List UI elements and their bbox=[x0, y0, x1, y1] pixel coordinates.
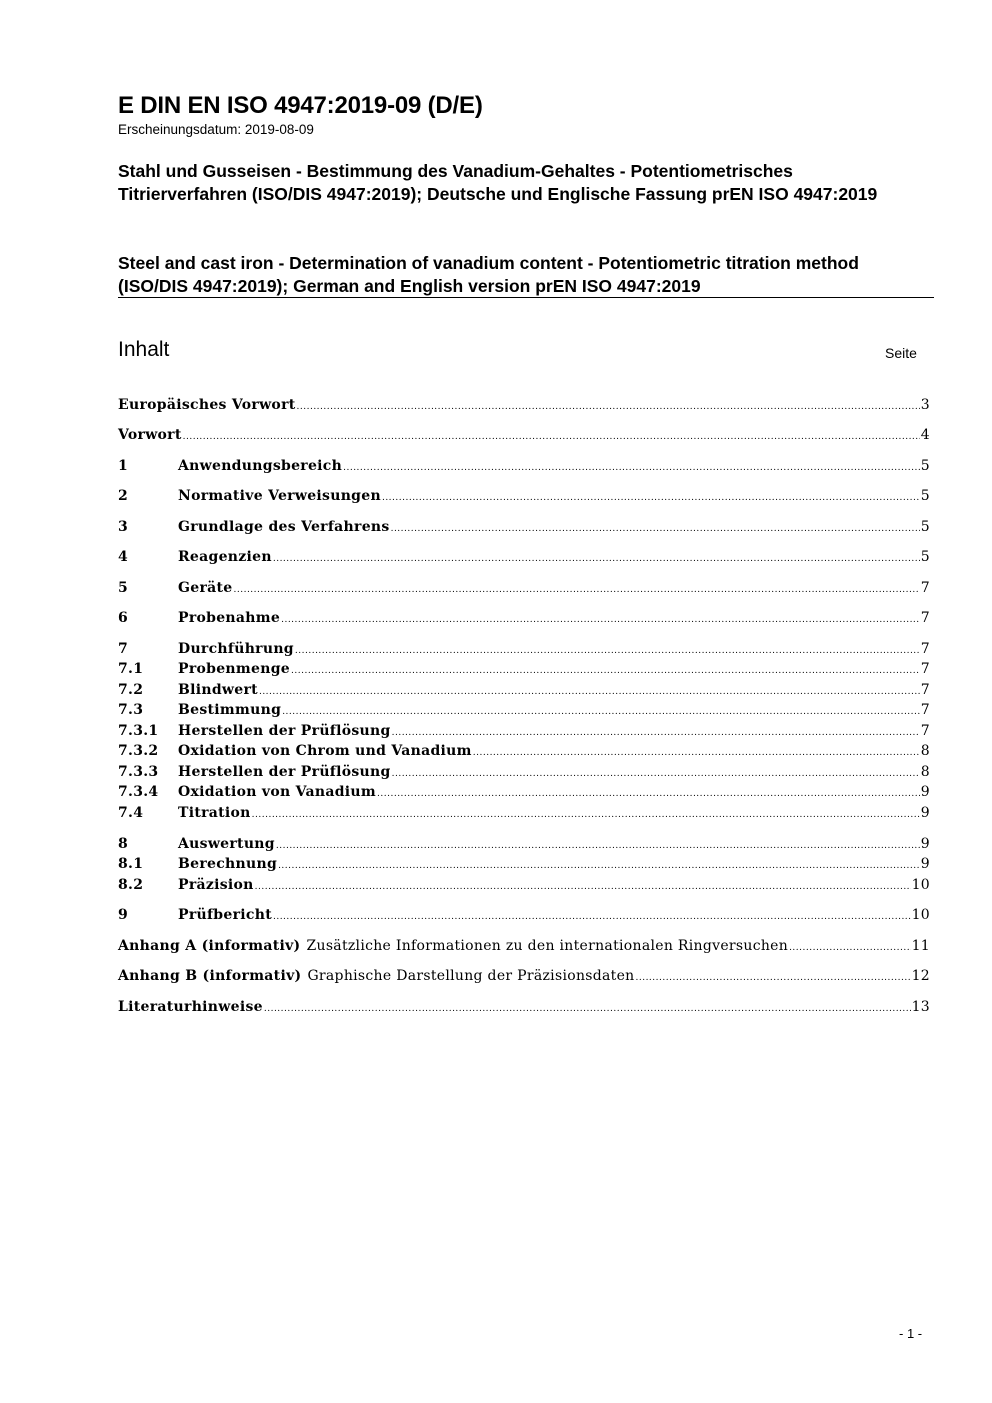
toc-entry-title: Normative Verweisungen bbox=[178, 488, 381, 504]
toc-entry[interactable] bbox=[118, 660, 930, 678]
toc-entry[interactable] bbox=[118, 998, 930, 1016]
toc-entry-title: Herstellen der Prüflösung bbox=[178, 723, 391, 739]
toc-entry-number: 7.3.1 bbox=[118, 723, 159, 739]
toc-entry-number: 7.4 bbox=[118, 805, 144, 821]
toc-leader-dots bbox=[273, 908, 911, 926]
toc-leader-dots bbox=[183, 428, 920, 446]
toc-entry[interactable] bbox=[118, 487, 930, 505]
toc-entry[interactable] bbox=[118, 804, 930, 822]
toc-heading: Inhalt bbox=[118, 338, 170, 361]
toc-leader-dots bbox=[264, 1000, 911, 1018]
toc-entry-title: Oxidation von Vanadium bbox=[178, 784, 377, 800]
toc-leader-dots bbox=[391, 520, 920, 538]
toc-entry-number: 7.3 bbox=[118, 702, 144, 718]
toc-entry-title: Geräte bbox=[178, 580, 233, 596]
toc-entry[interactable] bbox=[118, 722, 930, 740]
toc-leader-dots bbox=[259, 683, 920, 701]
toc-entry-number: 8.2 bbox=[118, 877, 144, 893]
toc-entry-page: 7 bbox=[920, 580, 930, 596]
toc-entry-title: Herstellen der Prüflösung bbox=[178, 764, 391, 780]
toc-entry-title: Oxidation von Chrom und Vanadium bbox=[178, 743, 472, 759]
toc-leader-dots bbox=[281, 611, 920, 629]
toc-entry-number: 5 bbox=[118, 580, 129, 596]
toc-entry-title: Bestimmung bbox=[178, 702, 282, 718]
toc-entry[interactable] bbox=[118, 763, 930, 781]
toc-entry-title: Titration bbox=[178, 805, 251, 821]
toc-entry-title: Literaturhinweise bbox=[118, 999, 263, 1015]
toc-entry-title: Prüfbericht bbox=[178, 907, 272, 923]
toc-entry-number: 4 bbox=[118, 549, 129, 565]
toc-annex-label: Anhang A (informativ) bbox=[118, 938, 301, 954]
toc-entry-number: 6 bbox=[118, 610, 129, 626]
toc-entry[interactable] bbox=[118, 548, 930, 566]
toc-entry[interactable] bbox=[118, 681, 930, 699]
toc-entry[interactable] bbox=[118, 701, 930, 719]
toc-leader-dots bbox=[291, 662, 920, 680]
toc-entry[interactable] bbox=[118, 742, 930, 760]
toc-entry-page: 4 bbox=[920, 427, 930, 443]
document-id: E DIN EN ISO 4947:2019-09 (D/E) bbox=[118, 92, 483, 119]
toc-leader-dots bbox=[282, 703, 920, 721]
toc-entry-title bbox=[118, 967, 634, 985]
toc-entry-page: 13 bbox=[911, 999, 930, 1015]
toc-entry[interactable] bbox=[118, 426, 930, 444]
toc-leader-dots bbox=[392, 724, 920, 742]
toc-entry-page: 9 bbox=[920, 784, 930, 800]
toc-leader-dots bbox=[234, 581, 920, 599]
page-number: - 1 - bbox=[899, 1326, 923, 1341]
toc-entry-title: Durchführung bbox=[178, 641, 294, 657]
toc-page-column-label: Seite bbox=[885, 345, 917, 361]
toc-leader-dots bbox=[252, 806, 920, 824]
toc-entry-title: Probenmenge bbox=[178, 661, 291, 677]
toc-entry-page: 7 bbox=[920, 641, 930, 657]
toc-entry-number: 7.2 bbox=[118, 682, 144, 698]
toc-leader-dots bbox=[295, 642, 920, 660]
toc-entry-number: 2 bbox=[118, 488, 129, 504]
toc-entry-page: 5 bbox=[920, 488, 930, 504]
toc-annex-title: Zusätzliche Informationen zu den internationalen Ringversuchen bbox=[306, 938, 789, 954]
toc-leader-dots bbox=[276, 837, 920, 855]
toc-entry[interactable] bbox=[118, 518, 930, 536]
toc-leader-dots bbox=[278, 857, 920, 875]
toc-entry-number: 3 bbox=[118, 519, 129, 535]
toc-leader-dots bbox=[789, 939, 911, 957]
toc-entry-title: Berechnung bbox=[178, 856, 278, 872]
toc-entry-number: 7.1 bbox=[118, 661, 144, 677]
toc-entry-number: 7 bbox=[118, 641, 129, 657]
toc-entry-title: Vorwort bbox=[118, 427, 182, 443]
toc-entry-number: 1 bbox=[118, 458, 129, 474]
toc-entry[interactable] bbox=[118, 876, 930, 894]
toc-entry-page: 7 bbox=[920, 661, 930, 677]
toc-leader-dots bbox=[473, 744, 920, 762]
toc-leader-dots bbox=[377, 785, 920, 803]
toc-entry-page: 10 bbox=[911, 907, 930, 923]
toc-entry[interactable] bbox=[118, 855, 930, 873]
toc-entry-title: Reagenzien bbox=[178, 549, 272, 565]
toc-entry[interactable] bbox=[118, 396, 930, 414]
toc-entry[interactable] bbox=[118, 937, 930, 955]
toc-entry[interactable] bbox=[118, 457, 930, 475]
toc-entry[interactable] bbox=[118, 835, 930, 853]
toc-entry-title: Präzision bbox=[178, 877, 254, 893]
toc-entry-page: 7 bbox=[920, 682, 930, 698]
toc-entry-page: 9 bbox=[920, 836, 930, 852]
toc-leader-dots bbox=[382, 489, 920, 507]
publication-date: Erscheinungsdatum: 2019-08-09 bbox=[118, 122, 314, 137]
toc-entry-title bbox=[118, 937, 788, 955]
toc-entry-page: 8 bbox=[920, 764, 930, 780]
toc-entry-page: 10 bbox=[911, 877, 930, 893]
toc-entry-number: 7.3.2 bbox=[118, 743, 159, 759]
toc-entry-number: 7.3.4 bbox=[118, 784, 159, 800]
toc-entry-title: Blindwert bbox=[178, 682, 258, 698]
toc-entry-page: 9 bbox=[920, 805, 930, 821]
toc-entry-page: 7 bbox=[920, 702, 930, 718]
toc-leader-dots bbox=[273, 550, 920, 568]
toc-entry-number: 7.3.3 bbox=[118, 764, 159, 780]
toc-entry-page: 9 bbox=[920, 856, 930, 872]
toc-leader-dots bbox=[297, 398, 920, 416]
toc-entry-title: Probenahme bbox=[178, 610, 281, 626]
toc-entry-title: Anwendungsbereich bbox=[178, 458, 343, 474]
toc-entry-page: 5 bbox=[920, 519, 930, 535]
toc-entry[interactable] bbox=[118, 609, 930, 627]
toc-entry[interactable] bbox=[118, 967, 930, 985]
title-english: Steel and cast iron - Determination of vanadium content - Potentiometric titration method (ISO/DIS 4947:2019); German and English version prEN ISO 4947:2019 bbox=[118, 253, 859, 296]
toc-leader-dots bbox=[392, 765, 920, 783]
toc-entry[interactable] bbox=[118, 640, 930, 658]
toc-entry-page: 11 bbox=[911, 938, 930, 954]
toc-leader-dots bbox=[255, 878, 911, 896]
toc-entry-page: 7 bbox=[920, 723, 930, 739]
toc-entry-page: 5 bbox=[920, 549, 930, 565]
toc-entry-page: 8 bbox=[920, 743, 930, 759]
toc-entry-number: 8.1 bbox=[118, 856, 144, 872]
toc-entry[interactable] bbox=[118, 579, 930, 597]
toc-entry-title: Europäisches Vorwort bbox=[118, 397, 296, 413]
toc-entry-page: 5 bbox=[920, 458, 930, 474]
title-german: Stahl und Gusseisen - Bestimmung des Vanadium-Gehaltes - Potentiometrisches Titrierverfahren (ISO/DIS 4947:2019); Deutsche und Englische Fassung prEN ISO 4947:2019 bbox=[118, 161, 878, 204]
toc-annex-title: Graphische Darstellung der Präzisionsdaten bbox=[307, 968, 635, 984]
toc-entry-title: Grundlage des Verfahrens bbox=[178, 519, 390, 535]
toc-entry[interactable] bbox=[118, 783, 930, 801]
toc-entry-number: 9 bbox=[118, 907, 129, 923]
toc-entry-page: 3 bbox=[920, 397, 930, 413]
toc-entry[interactable] bbox=[118, 906, 930, 924]
toc-entry-title: Auswertung bbox=[178, 836, 275, 852]
toc-entry-page: 12 bbox=[911, 968, 930, 984]
title-divider bbox=[118, 297, 934, 298]
toc-leader-dots bbox=[343, 459, 920, 477]
toc-leader-dots bbox=[635, 969, 910, 987]
toc-annex-label: Anhang B (informativ) bbox=[118, 968, 302, 984]
toc-entry-page: 7 bbox=[920, 610, 930, 626]
toc-entry-number: 8 bbox=[118, 836, 129, 852]
